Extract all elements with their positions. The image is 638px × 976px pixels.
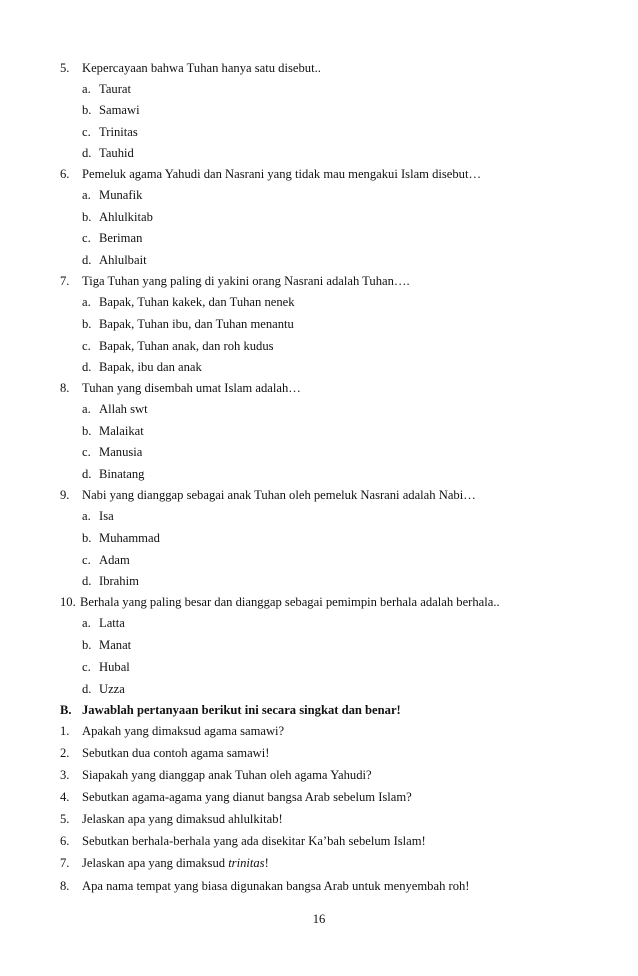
option-text: Muhammad — [99, 531, 160, 545]
question-text: Apa nama tempat yang biasa digunakan bangsa Arab untuk menyembah roh! — [82, 879, 470, 893]
option-letter: a. — [82, 402, 91, 416]
question-text: Sebutkan agama-agama yang dianut bangsa Arab sebelum Islam? — [82, 790, 412, 804]
question-text — [82, 855, 269, 871]
option-text: Uzza — [99, 682, 125, 696]
question-number: 8. — [60, 879, 70, 893]
option-letter: d. — [82, 574, 92, 588]
option-text: Manat — [99, 638, 132, 652]
option-letter: a. — [82, 509, 91, 523]
question-number: 3. — [60, 768, 70, 782]
option-text: Binatang — [99, 467, 145, 481]
question-number: 1. — [60, 724, 70, 738]
question-text-end: ! — [264, 856, 269, 870]
page-number: 16 — [312, 912, 326, 926]
option-letter: d. — [82, 467, 92, 481]
option-letter: a. — [82, 616, 91, 630]
question-number: 7. — [60, 856, 70, 870]
section-heading-text: Jawablah pertanyaan berikut ini secara singkat dan benar! — [82, 703, 401, 717]
question-text: Sebutkan berhala-berhala yang ada disekitar Ka’bah sebelum Islam! — [82, 834, 426, 848]
question-text: Siapakah yang dianggap anak Tuhan oleh agama Yahudi? — [82, 768, 372, 782]
option-letter: a. — [82, 295, 91, 309]
option-text: Ahlulkitab — [99, 210, 153, 224]
option-letter: c. — [82, 660, 91, 674]
italic-term: trinitas — [228, 856, 265, 870]
option-letter: b. — [82, 210, 92, 224]
option-text: Malaikat — [99, 424, 144, 438]
option-letter: c. — [82, 553, 91, 567]
question-text: Tuhan yang disembah umat Islam adalah… — [82, 381, 301, 395]
option-letter: c. — [82, 445, 91, 459]
option-text: Bapak, Tuhan anak, dan roh kudus — [99, 339, 274, 353]
question-text-start: Jelaskan apa yang dimaksud — [82, 856, 229, 870]
option-letter: b. — [82, 103, 92, 117]
question-text: Kepercayaan bahwa Tuhan hanya satu disebut.. — [82, 61, 321, 75]
question-text: Pemeluk agama Yahudi dan Nasrani yang tidak mau mengakui Islam disebut… — [82, 167, 482, 181]
option-text: Bapak, Tuhan ibu, dan Tuhan menantu — [99, 317, 294, 331]
option-letter: c. — [82, 339, 91, 353]
option-letter: c. — [82, 231, 91, 245]
question-number: 10. — [60, 595, 76, 609]
option-text: Trinitas — [99, 125, 138, 139]
option-text: Latta — [99, 616, 125, 630]
question-text: Tiga Tuhan yang paling di yakini orang Nasrani adalah Tuhan…. — [82, 274, 410, 288]
option-letter: d. — [82, 682, 92, 696]
option-letter: b. — [82, 638, 92, 652]
option-text: Beriman — [99, 231, 143, 245]
option-text: Munafik — [99, 188, 143, 202]
option-text: Taurat — [99, 82, 131, 96]
option-text: Adam — [99, 553, 130, 567]
question-number: 5. — [60, 61, 70, 75]
question-number: 8. — [60, 381, 70, 395]
option-letter: b. — [82, 424, 92, 438]
option-letter: b. — [82, 531, 92, 545]
question-number: 5. — [60, 812, 70, 826]
question-number: 4. — [60, 790, 70, 804]
option-text: Manusia — [99, 445, 143, 459]
option-text: Ibrahim — [99, 574, 139, 588]
question-text: Sebutkan dua contoh agama samawi! — [82, 746, 270, 760]
option-text: Bapak, Tuhan kakek, dan Tuhan nenek — [99, 295, 295, 309]
option-text: Isa — [99, 509, 114, 523]
option-letter: d. — [82, 253, 92, 267]
question-text: Nabi yang dianggap sebagai anak Tuhan oleh pemeluk Nasrani adalah Nabi… — [82, 488, 476, 502]
option-text: Samawi — [99, 103, 140, 117]
question-number: 6. — [60, 167, 70, 181]
question-text: Berhala yang paling besar dan dianggap sebagai pemimpin berhala adalah berhala.. — [80, 595, 500, 609]
question-number: 2. — [60, 746, 70, 760]
option-letter: a. — [82, 188, 91, 202]
option-letter: b. — [82, 317, 92, 331]
section-letter: B. — [60, 703, 72, 717]
option-text: Allah swt — [99, 402, 148, 416]
option-text: Bapak, ibu dan anak — [99, 360, 202, 374]
option-letter: d. — [82, 146, 92, 160]
question-number: 9. — [60, 488, 70, 502]
question-text: Apakah yang dimaksud agama samawi? — [82, 724, 285, 738]
option-text: Hubal — [99, 660, 130, 674]
option-text: Ahlulbait — [99, 253, 147, 267]
question-number: 7. — [60, 274, 70, 288]
option-text: Tauhid — [99, 146, 134, 160]
question-text: Jelaskan apa yang dimaksud ahlulkitab! — [82, 812, 283, 826]
question-number: 6. — [60, 834, 70, 848]
option-letter: a. — [82, 82, 91, 96]
option-letter: d. — [82, 360, 92, 374]
option-letter: c. — [82, 125, 91, 139]
